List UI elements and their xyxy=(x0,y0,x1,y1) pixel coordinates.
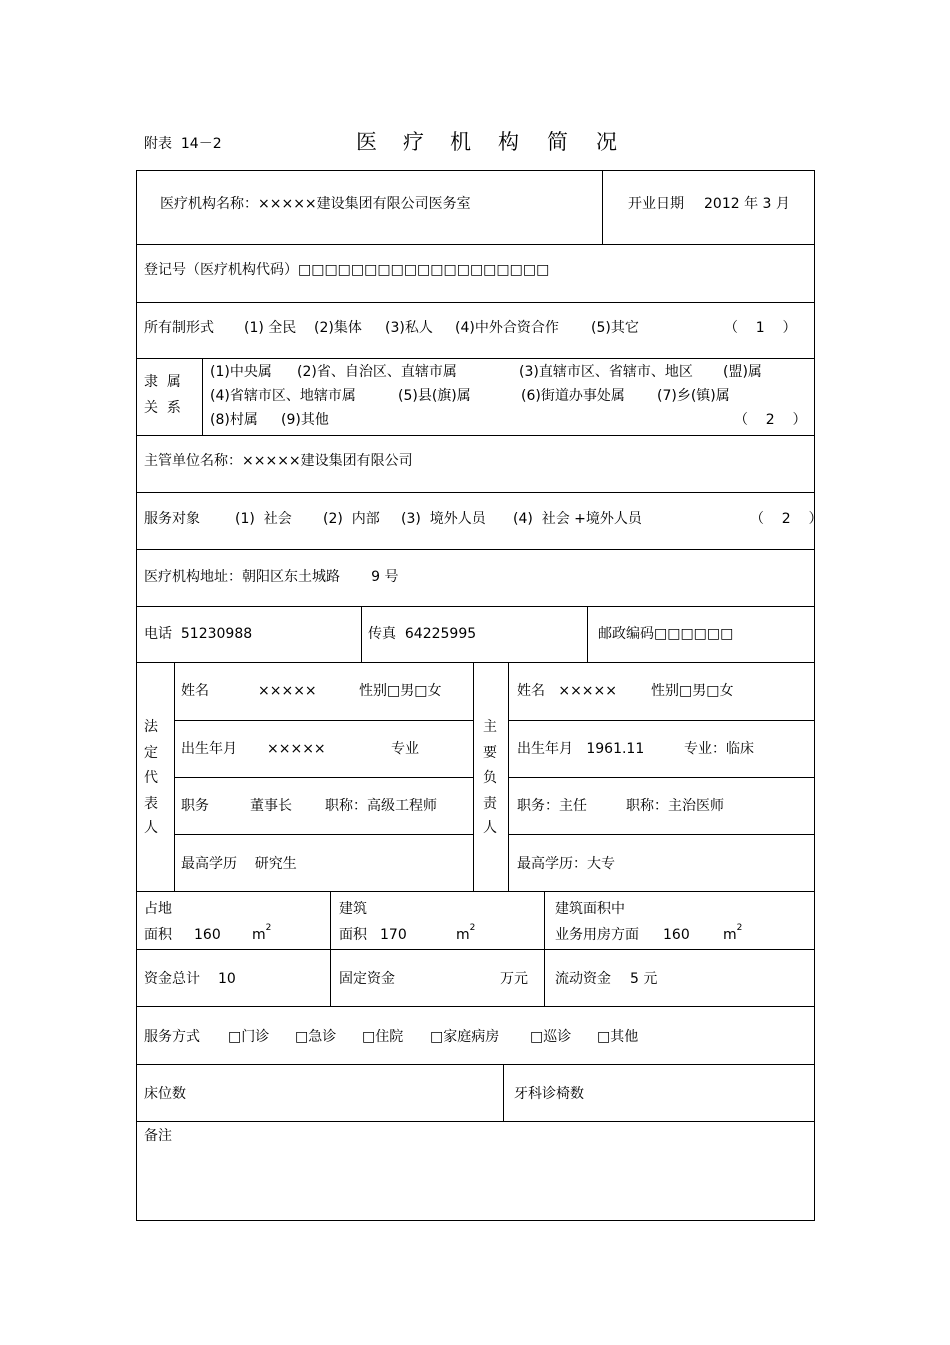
affiliation-label: 隶 属 xyxy=(144,374,181,390)
affiliation-option: (8)村属 xyxy=(210,412,258,428)
dental-chairs-label: 牙科诊椅数 xyxy=(514,1086,584,1102)
legal-rep-label: 代 xyxy=(144,770,158,786)
ownership-label: 所有制形式 xyxy=(144,320,214,336)
fixed-funds-unit: 万元 xyxy=(500,971,528,987)
land-area-label: 面积 xyxy=(144,927,172,943)
ownership-answer: （ 1 ） xyxy=(724,320,797,336)
affiliation-option: (9)其他 xyxy=(281,412,329,428)
legal-rep-label: 表 xyxy=(144,796,158,812)
main-head-gender: 性别□男□女 xyxy=(651,683,734,699)
affiliation-option: (5)县(旗)属 xyxy=(398,388,471,404)
title-char: 疗 xyxy=(403,130,424,154)
current-funds-value: 5 元 xyxy=(630,971,658,987)
postal-code: 邮政编码□□□□□□ xyxy=(598,626,734,642)
service-mode-option: □其他 xyxy=(597,1029,639,1045)
legal-rep-gender: 性别□男□女 xyxy=(359,683,442,699)
main-head-label: 人 xyxy=(483,820,497,836)
business-area-label: 业务用房方面 xyxy=(555,927,639,943)
registration-number: 登记号（医疗机构代码）□□□□□□□□□□□□□□□□□□□ xyxy=(144,262,550,278)
affiliation-option: (7)乡(镇)属 xyxy=(657,388,730,404)
fax: 传真 64225995 xyxy=(368,626,477,642)
open-date-label: 开业日期 xyxy=(628,196,684,212)
appendix-label: 附表 14－2 xyxy=(144,136,222,152)
main-head-education: 最高学历：大专 xyxy=(517,856,615,872)
affiliation-option: (2)省、自治区、直辖市属 xyxy=(297,364,457,380)
total-funds-label: 资金总计 xyxy=(144,971,200,987)
service-mode-option: □急诊 xyxy=(295,1029,337,1045)
service-target-answer: （ 2 ） xyxy=(750,511,823,527)
affiliation-label: 关 系 xyxy=(144,400,181,416)
service-target-option: (3) 境外人员 xyxy=(401,511,486,527)
service-mode-label: 服务方式 xyxy=(144,1029,200,1045)
main-head-label: 责 xyxy=(483,796,497,812)
ownership-option: (5)其它 xyxy=(591,320,639,336)
legal-rep-birth-value: ××××× xyxy=(267,741,326,757)
ownership-option: (2)集体 xyxy=(314,320,362,336)
land-area-label: 占地 xyxy=(144,901,172,917)
building-area-label: 面积 xyxy=(339,927,367,943)
main-head-birth: 出生年月 1961.11 xyxy=(517,741,645,757)
service-target-option: (2) 内部 xyxy=(323,511,380,527)
service-target-option: (4) 社会 +境外人员 xyxy=(513,511,642,527)
service-mode-option: □门诊 xyxy=(228,1029,270,1045)
affiliation-option: (3)直辖市区、省辖市、地区 xyxy=(519,364,693,380)
beds-label: 床位数 xyxy=(144,1086,186,1102)
ownership-option: (1) 全民 xyxy=(244,320,297,336)
org-name: 医疗机构名称：×××××建设集团有限公司医务室 xyxy=(160,196,471,212)
phone: 电话 51230988 xyxy=(144,626,253,642)
affiliation-option: (6)街道办事处属 xyxy=(521,388,625,404)
title-char: 机 xyxy=(450,130,471,154)
affiliation-answer: （ 2 ） xyxy=(734,412,807,428)
business-area-label: 建筑面积中 xyxy=(555,901,625,917)
title-char: 简 xyxy=(547,130,568,154)
supervisor-name: 主管单位名称：×××××建设集团有限公司 xyxy=(144,453,413,469)
ownership-option: (4)中外合资合作 xyxy=(455,320,559,336)
legal-rep-education: 最高学历 研究生 xyxy=(181,856,297,872)
service-target-label: 服务对象 xyxy=(144,511,200,527)
total-funds-value: 10 xyxy=(218,971,236,987)
main-head-title: 职称：主治医师 xyxy=(626,798,724,814)
title-char: 构 xyxy=(498,130,519,154)
ownership-option: (3)私人 xyxy=(385,320,433,336)
open-date-value: 2012 年 3 月 xyxy=(704,196,790,212)
main-head-name: 姓名 ××××× xyxy=(517,683,618,699)
remarks-label: 备注 xyxy=(144,1128,172,1144)
land-area-value: 160 xyxy=(194,927,221,943)
legal-rep-label: 法 xyxy=(144,719,158,735)
service-mode-option: □家庭病房 xyxy=(430,1029,500,1045)
building-area-label: 建筑 xyxy=(339,901,367,917)
legal-rep-birth-label: 出生年月 xyxy=(181,741,237,757)
address: 医疗机构地址：朝阳区东土城路 9 号 xyxy=(144,569,399,585)
legal-rep-major-label: 专业 xyxy=(391,741,419,757)
main-head-label: 负 xyxy=(483,770,497,786)
affiliation-option: (1)中央属 xyxy=(210,364,272,380)
main-head-label: 要 xyxy=(483,745,497,761)
business-area-unit: $m^2$ xyxy=(723,923,743,943)
affiliation-option: (盟)属 xyxy=(723,364,762,380)
land-area-unit: $m^2$ xyxy=(252,923,272,943)
affiliation-option: (4)省辖市区、地辖市属 xyxy=(210,388,356,404)
fixed-funds-label: 固定资金 xyxy=(339,971,395,987)
building-area-value: 170 xyxy=(380,927,407,943)
service-target-option: (1) 社会 xyxy=(235,511,292,527)
title-char: 医 xyxy=(356,130,377,154)
building-area-unit: $m^2$ xyxy=(456,923,476,943)
legal-rep-title: 职称：高级工程师 xyxy=(325,798,437,814)
main-head-major: 专业：临床 xyxy=(684,741,754,757)
legal-rep-name-label: 姓名 xyxy=(181,683,209,699)
service-mode-option: □巡诊 xyxy=(530,1029,572,1045)
main-head-label: 主 xyxy=(483,719,497,735)
current-funds-label: 流动资金 xyxy=(555,971,611,987)
legal-rep-name-value: ××××× xyxy=(258,683,317,699)
title-char: 况 xyxy=(596,130,617,154)
business-area-value: 160 xyxy=(663,927,690,943)
main-head-duty: 职务：主任 xyxy=(517,798,587,814)
legal-rep-label: 人 xyxy=(144,820,158,836)
legal-rep-duty-value: 董事长 xyxy=(250,798,292,814)
legal-rep-label: 定 xyxy=(144,745,158,761)
legal-rep-duty-label: 职务 xyxy=(181,798,209,814)
service-mode-option: □住院 xyxy=(362,1029,404,1045)
